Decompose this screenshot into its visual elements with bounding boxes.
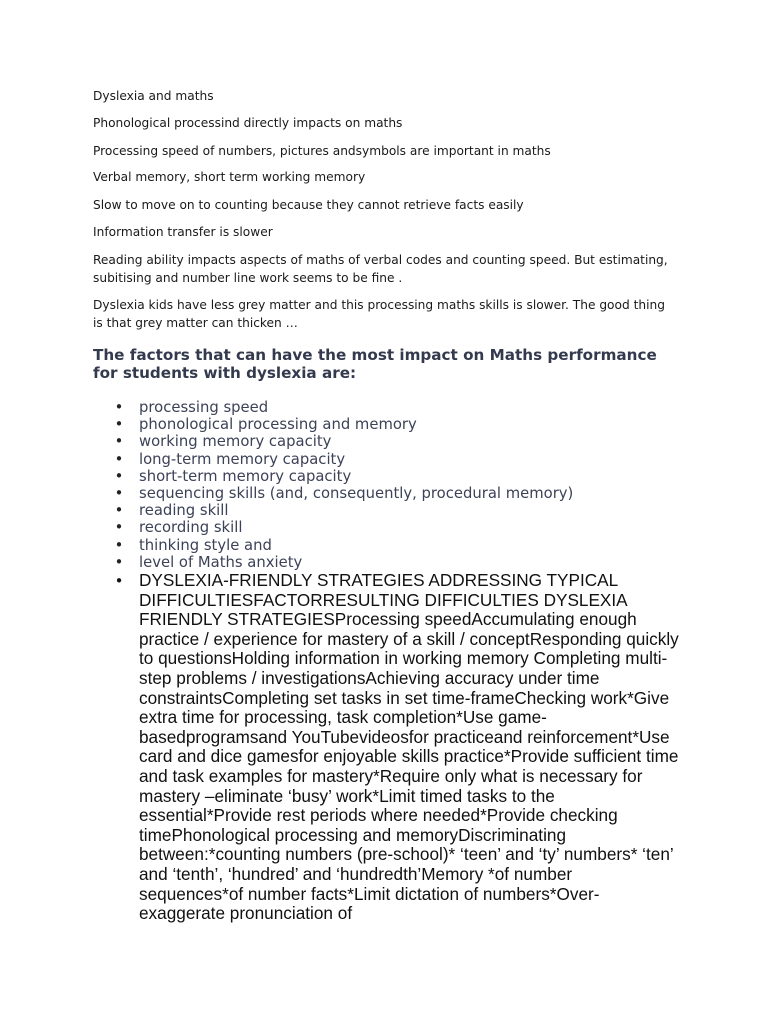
paragraph: Reading ability impacts aspects of maths of verbal codes and counting speed. But estimating, subitising and number line work seems to be fine . — [93, 253, 668, 285]
paragraph-title: Dyslexia and maths — [93, 89, 214, 103]
list-item — [0, 451, 573, 468]
list-item-label: level of Maths anxiety — [139, 553, 303, 571]
list-item-label: sequencing skills (and, consequently, procedural memory) — [139, 484, 574, 502]
bullet-icon: • — [114, 553, 124, 571]
strategies-text: DYSLEXIA-FRIENDLY STRATEGIES ADDRESSING TYPICAL DIFFICULTIESFACTORRESULTING DIFFICULTIES DYSLEXIA FRIENDLY STRATEGIESProcessing speedAccumulating enough practice / experience for mastery of a skill / conceptResponding quickly to questionsHolding information in working memory Completing multi-step problems / investigationsAchieving accuracy under time constraintsCompleting set tasks in set time-frameChecking work*Give extra time for processing, task completion*Use game-basedprogramsand YouTubevideosfor practiceand reinforcement*Use card and dice gamesfor enjoyable skills practice*Provide sufficient time and task examples for mastery*Require only what is necessary for mastery –eliminate ‘busy’ work*Limit timed tasks to the essential*Provide rest periods where needed*Provide checking timePhonological processing and memoryDiscriminating between:*counting numbers (pre-school)* ‘teen’ and ‘ty’ numbers* ‘ten’ and ‘tenth’, ‘hundred’ and ‘hundredth’Memory *of number sequences*of number facts*Limit dictation of numbers*Over-exaggerate pronunciation of — [139, 570, 679, 924]
list-item-label: reading skill — [139, 502, 229, 520]
list-item-label: phonological processing and memory — [139, 416, 417, 434]
bullet-icon: • — [114, 433, 124, 451]
list-item-label: working memory capacity — [139, 433, 332, 451]
paragraph: Phonological processind directly impacts on maths — [93, 116, 403, 130]
bullet-icon: • — [114, 467, 124, 485]
section-heading: The factors that can have the most impact on Maths performance for students with dyslexia are: — [93, 346, 657, 382]
paragraph: Verbal memory, short term working memory — [93, 170, 366, 184]
paragraph: Processing speed of numbers, pictures andsymbols are important in maths — [93, 144, 551, 158]
list-item — [0, 502, 573, 519]
list-item — [0, 416, 573, 433]
bullet-icon: • — [114, 502, 124, 520]
paragraph: Information transfer is slower — [93, 225, 273, 239]
bullet-icon: • — [114, 572, 124, 590]
list-item — [0, 468, 573, 485]
list-item — [0, 485, 573, 502]
list-item-label: short-term memory capacity — [139, 467, 352, 485]
list-item — [0, 537, 573, 554]
list-item — [0, 399, 573, 416]
bullet-icon: • — [114, 450, 124, 468]
list-item — [0, 433, 573, 450]
list-item-label: processing speed — [139, 399, 269, 416]
bullet-icon: • — [114, 519, 124, 537]
bullet-icon: • — [114, 399, 124, 416]
bullet-icon: • — [114, 536, 124, 554]
bullet-icon: • — [114, 416, 124, 434]
bullet-icon: • — [114, 484, 124, 502]
list-item-label: thinking style and — [139, 536, 272, 554]
factors-list — [0, 399, 573, 571]
paragraph: Dyslexia kids have less grey matter and this processing maths skills is slower. The good thing is that grey matter can thicken … — [93, 298, 665, 330]
list-item-label: long-term memory capacity — [139, 450, 346, 468]
list-item — [0, 519, 573, 536]
list-item-label: recording skill — [139, 519, 243, 537]
list-item — [0, 554, 573, 571]
paragraph: Slow to move on to counting because they cannot retrieve facts easily — [93, 198, 524, 212]
